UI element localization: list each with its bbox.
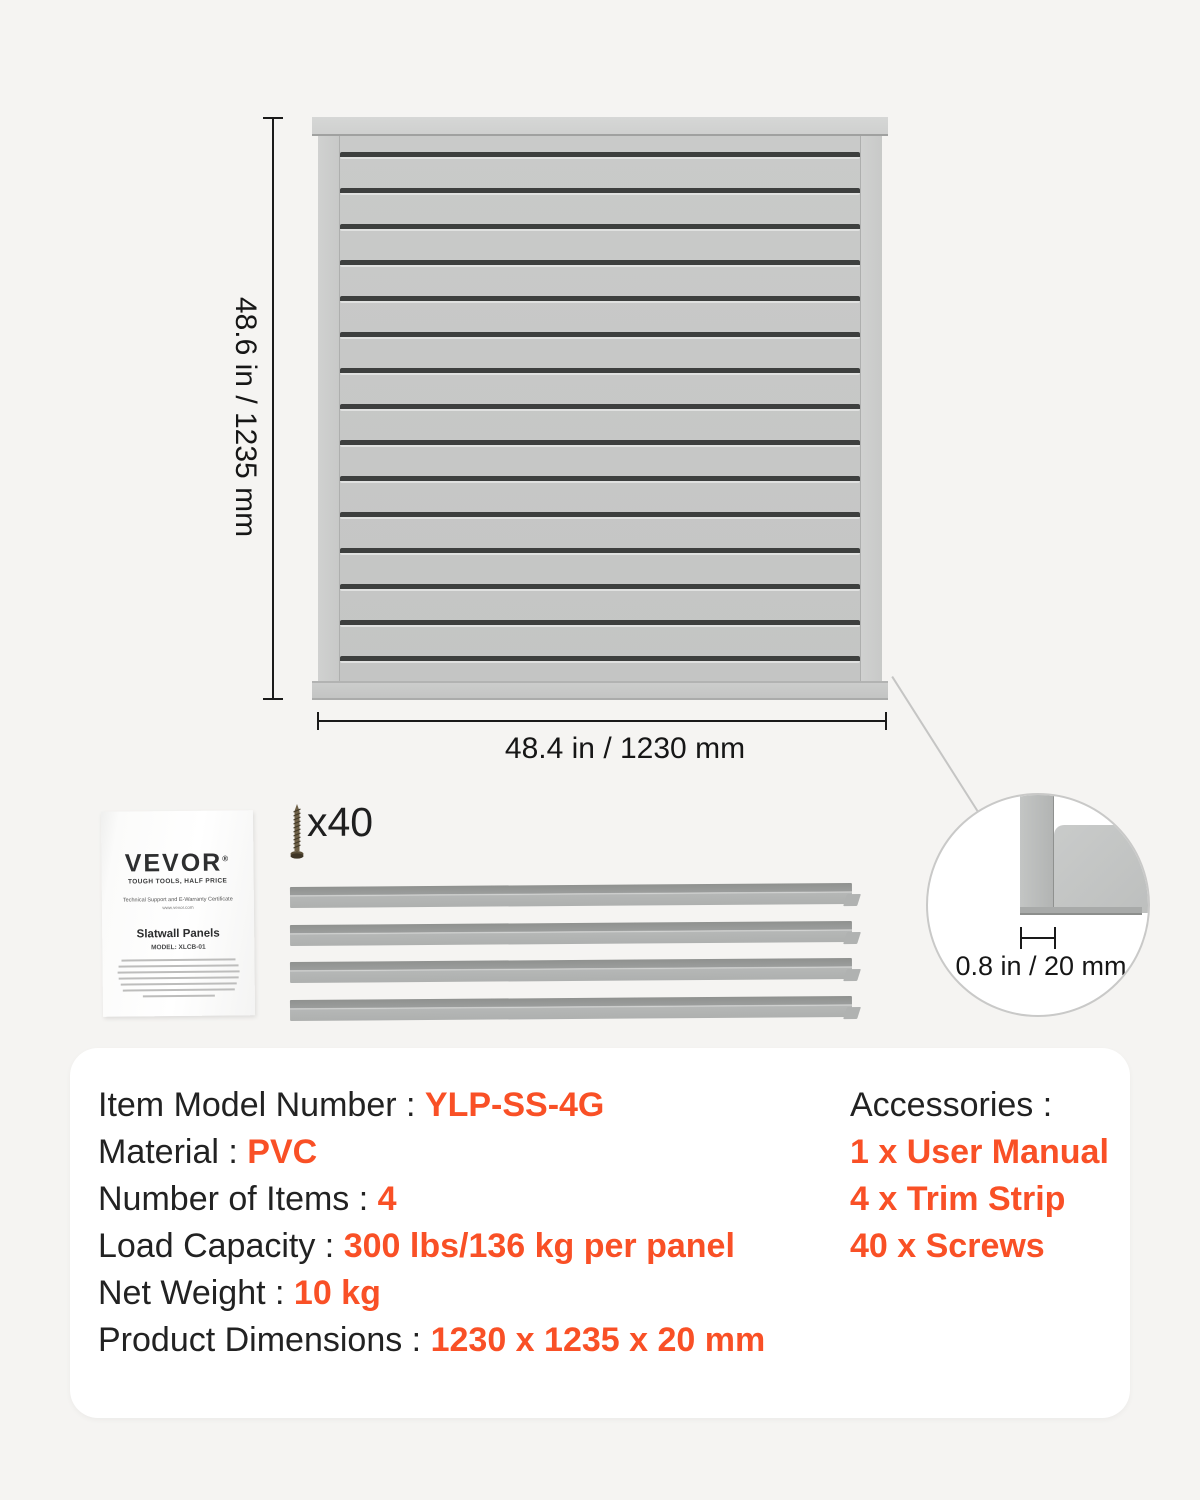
fine-print-line: [121, 958, 235, 961]
panel-right-rail: [860, 136, 882, 681]
accessories-header: Accessories :: [850, 1086, 1053, 1124]
panel-groove: [340, 332, 860, 339]
manual-fine-print: [116, 958, 240, 1001]
panel-top-cap: [312, 117, 888, 136]
panel-grooves: [340, 152, 860, 681]
accessory-user-manual: 1 x User Manual: [850, 1133, 1109, 1171]
spec-row-load-capacity: Load Capacity : 300 lbs/136 kg per panel: [98, 1227, 735, 1265]
height-dimension-tick-top: [263, 117, 283, 119]
panel-groove: [340, 260, 860, 267]
trim-strips: [290, 885, 852, 1021]
panel-groove: [340, 620, 860, 627]
screw-icon: [289, 803, 305, 863]
accessory-trim-strip: 4 x Trim Strip: [850, 1180, 1066, 1218]
detail-leader-line: [891, 676, 978, 812]
panel-left-rail: [318, 136, 340, 681]
fine-print-line: [119, 976, 238, 979]
registered-mark: ®: [222, 854, 231, 864]
trim-strip: [290, 958, 852, 983]
detail-panel-face: [1054, 825, 1150, 913]
manual-model-number: MODEL: XLCB-01: [151, 943, 206, 952]
panel-groove: [340, 404, 860, 411]
fine-print-line: [123, 988, 235, 991]
panel-groove: [340, 152, 860, 159]
spec-row-material: Material : PVC: [98, 1133, 318, 1171]
width-dimension-tick-right: [885, 712, 887, 730]
screw-group: [289, 799, 409, 865]
manual-subtitle: Technical Support and E-Warranty Certificate: [122, 896, 233, 904]
fine-print-line: [143, 995, 215, 998]
height-dimension-label: 48.6 in / 1235 mm: [229, 296, 262, 538]
fine-print-line: [120, 982, 237, 985]
accessory-screws: 40 x Screws: [850, 1227, 1045, 1265]
user-manual: [101, 810, 255, 1017]
panel-groove: [340, 476, 860, 483]
thickness-detail-circle: [926, 793, 1150, 1017]
thickness-dimension-line: [1020, 937, 1056, 939]
thickness-dimension-label: 0.8 in / 20 mm: [955, 951, 1127, 981]
trim-strip: [290, 921, 852, 946]
panel-groove: [340, 188, 860, 195]
height-dimension-line: [272, 118, 274, 700]
spec-list: [98, 1082, 765, 1364]
panel-groove: [340, 296, 860, 303]
width-dimension-label: 48.4 in / 1230 mm: [504, 732, 746, 765]
detail-edge-profile: [1020, 793, 1054, 913]
manual-brand-logo: VEVOR®: [124, 848, 231, 878]
spec-row-number-of-items: Number of Items : 4: [98, 1180, 397, 1218]
spec-row-net-weight: Net Weight : 10 kg: [98, 1274, 381, 1312]
panel-groove: [340, 512, 860, 519]
width-dimension-line: [317, 720, 887, 722]
fine-print-line: [118, 964, 238, 967]
slatwall-panel: [318, 136, 882, 681]
panel-groove: [340, 440, 860, 447]
height-dimension-tick-bottom: [263, 698, 283, 700]
panel-groove: [340, 656, 860, 663]
accessories-list: [850, 1082, 1109, 1270]
spec-row-product-dimensions: Product Dimensions : 1230 x 1235 x 20 mm: [98, 1321, 766, 1359]
manual-tagline: TOUGH TOOLS, HALF PRICE: [128, 877, 228, 886]
fine-print-line: [118, 970, 240, 973]
manual-website: www.vevor.com: [162, 904, 194, 911]
spec-row-model: Item Model Number : YLP-SS-4G: [98, 1086, 605, 1124]
panel-bottom-cap: [312, 681, 888, 700]
trim-strip: [290, 883, 852, 908]
panel-groove: [340, 224, 860, 231]
manual-product-title: Slatwall Panels: [136, 927, 220, 941]
panel-groove: [340, 368, 860, 375]
panel-groove: [340, 584, 860, 591]
trim-strip: [290, 996, 852, 1021]
detail-bottom-lip: [1020, 907, 1142, 915]
spec-card: [70, 1048, 1130, 1418]
panel-groove: [340, 548, 860, 555]
screw-count-label: x40: [307, 799, 374, 845]
width-dimension-tick-left: [317, 712, 319, 730]
